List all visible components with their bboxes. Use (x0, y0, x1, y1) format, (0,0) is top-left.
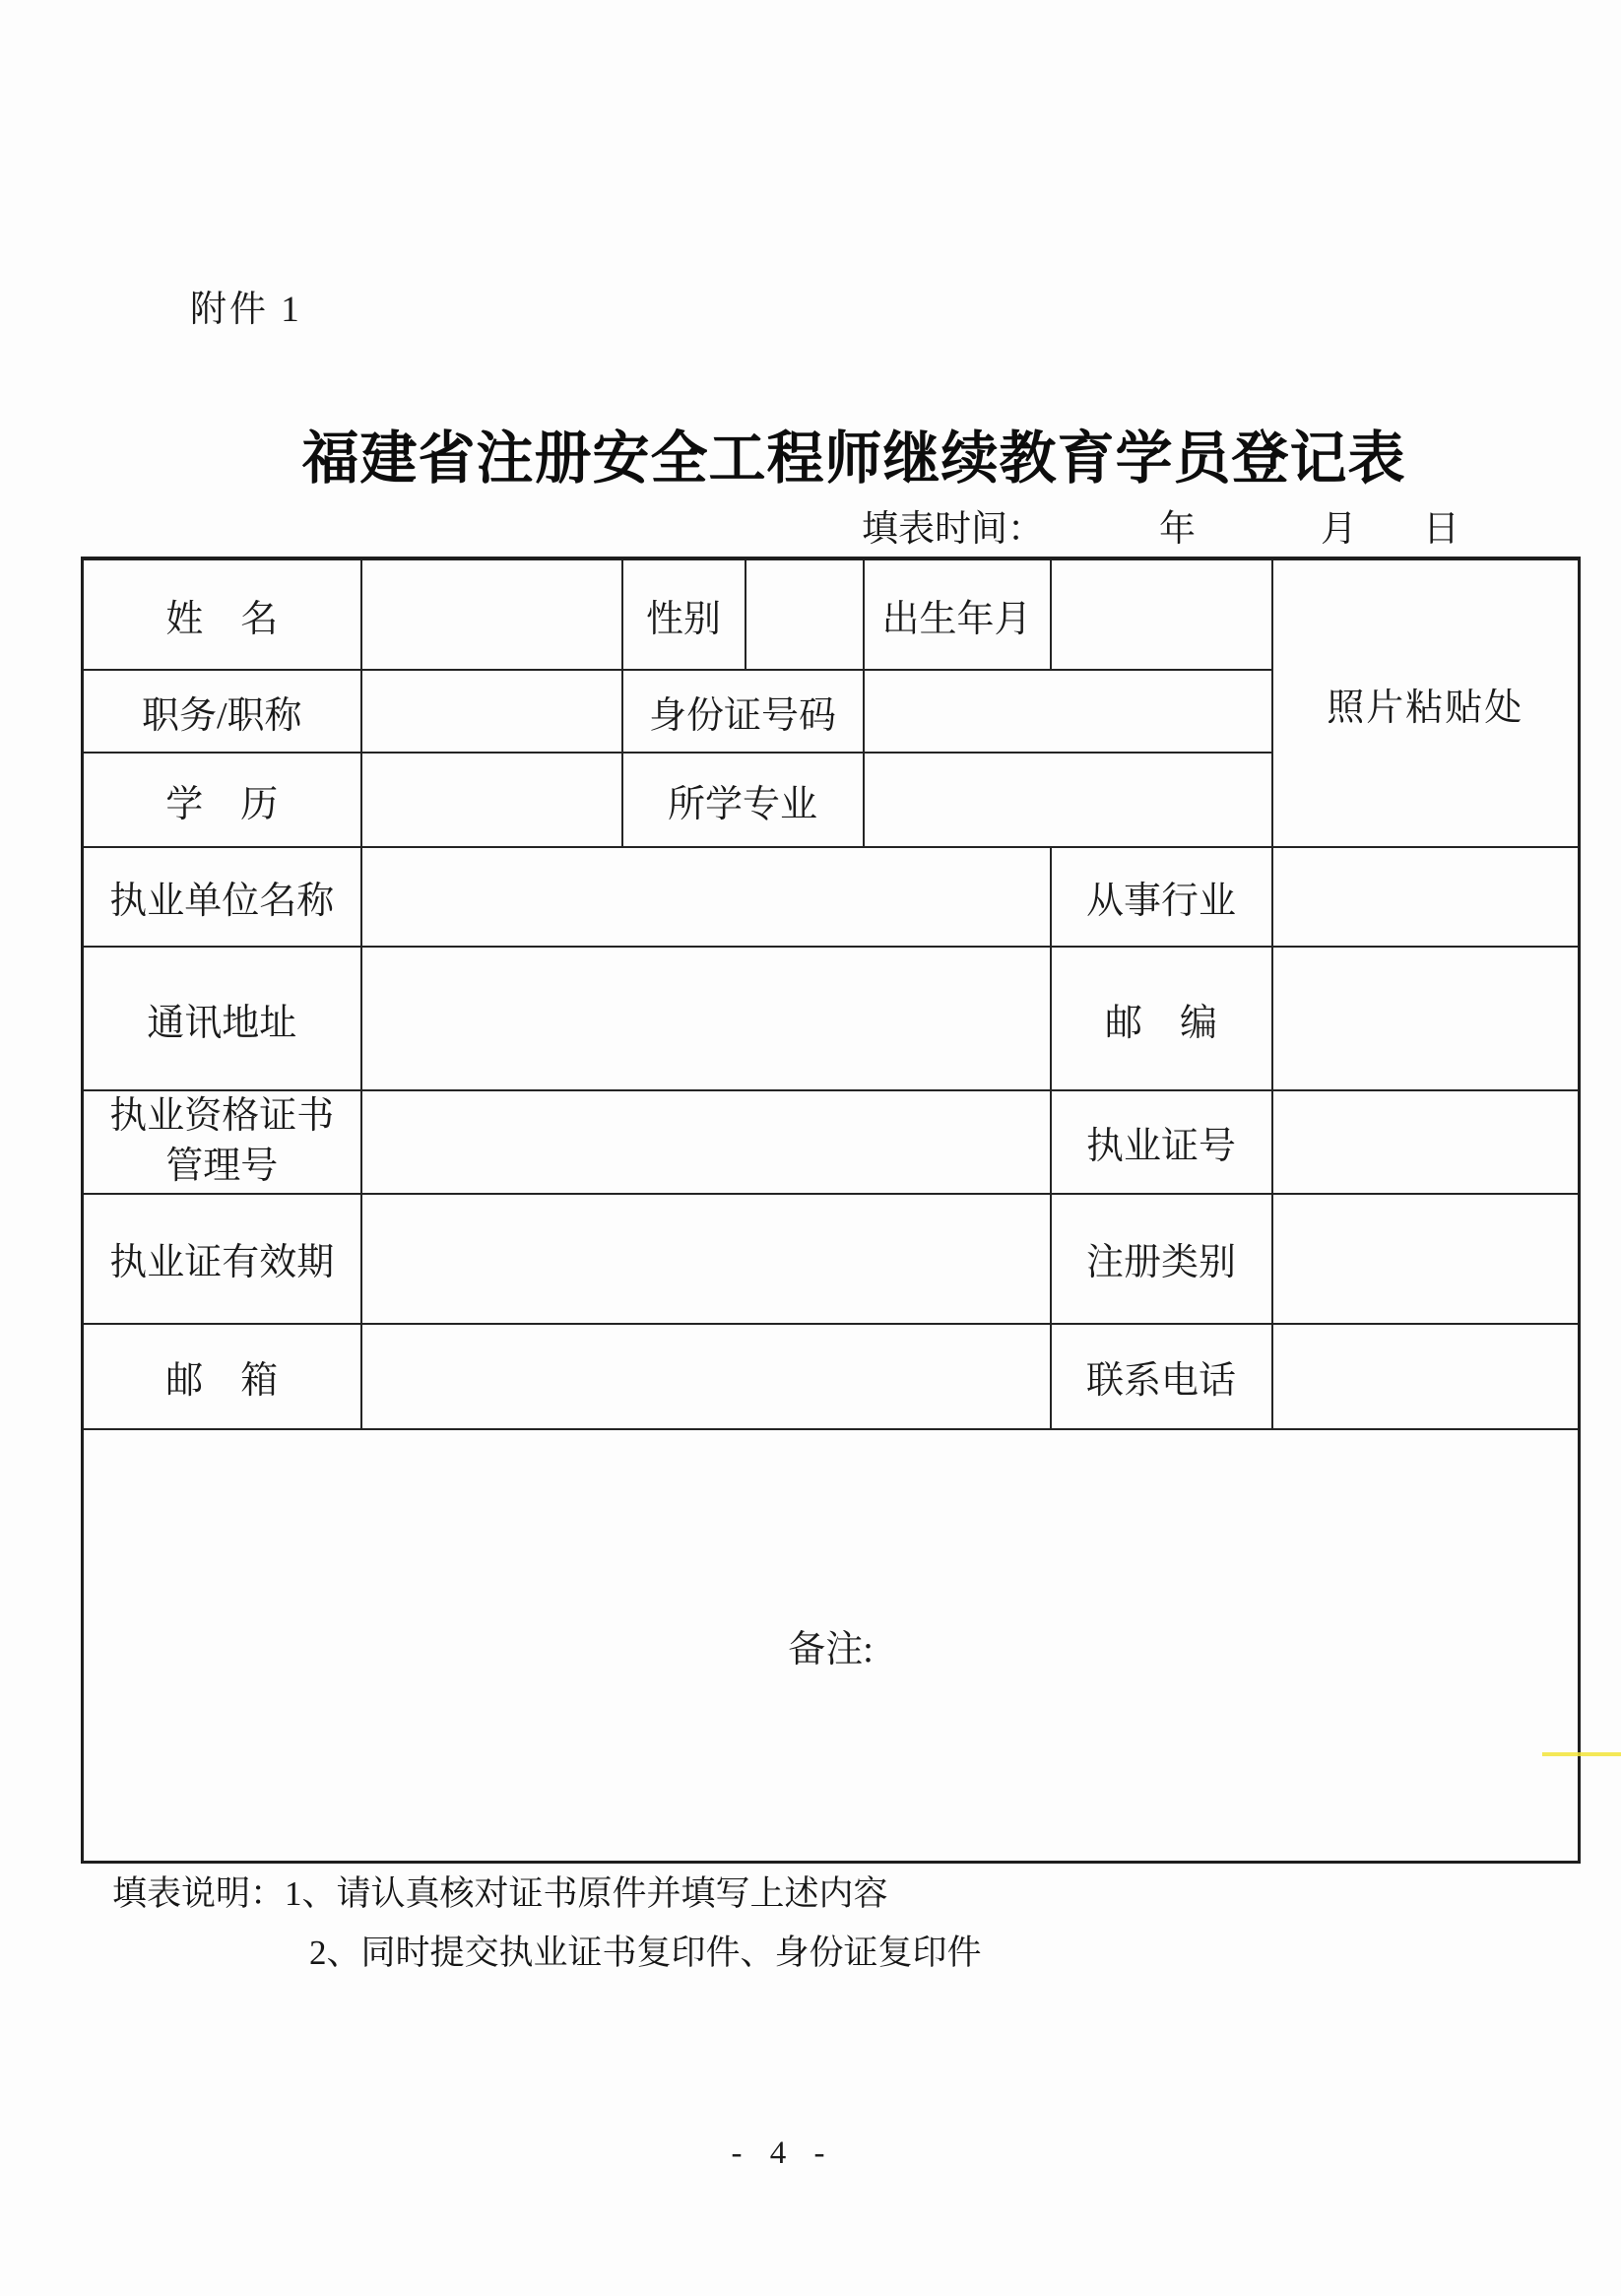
education-input-cell[interactable] (361, 753, 622, 847)
cert-mgmt-input-cell[interactable] (361, 1090, 1051, 1194)
name-input-cell[interactable] (361, 558, 622, 670)
industry-input-cell[interactable] (1272, 847, 1580, 947)
registration-table (81, 557, 1581, 1864)
employer-label-cell: 执业单位名称 (83, 847, 361, 947)
category-input-cell[interactable] (1272, 1194, 1580, 1324)
validity-input-cell[interactable] (361, 1194, 1051, 1324)
industry-label-cell: 从事行业 (1051, 847, 1272, 947)
gender-label-cell: 性别 (622, 558, 746, 670)
cert-mgmt-label-line2: 管理号 (165, 1146, 279, 1188)
address-label-cell: 通讯地址 (83, 947, 361, 1090)
fill-time-month-label: 月 (1321, 509, 1357, 550)
phone-input-cell[interactable] (1272, 1324, 1580, 1429)
cert-mgmt-label-cell (83, 1090, 361, 1194)
instruction-item-1: 1、请认真核对证书原件并填写上述内容 (285, 1874, 888, 1913)
position-label-cell: 职务/职称 (83, 670, 361, 753)
gender-input-cell[interactable] (746, 558, 864, 670)
employer-input-cell[interactable] (361, 847, 1051, 947)
name-label-cell: 姓 名 (83, 558, 361, 670)
remarks-label: 备注: (788, 1628, 874, 1671)
form-title: 福建省注册安全工程师继续教育学员登记表 (301, 426, 1406, 491)
validity-label-cell: 执业证有效期 (83, 1194, 361, 1324)
remarks-area[interactable] (83, 1429, 1580, 1863)
id-number-input-cell[interactable] (864, 670, 1272, 753)
major-label-cell: 所学专业 (622, 753, 864, 847)
fill-time-year-label: 年 (1159, 509, 1196, 550)
email-input-cell[interactable] (361, 1324, 1051, 1429)
attachment-label: 附件 1 (190, 290, 302, 330)
scan-artifact-yellow-mark (1542, 1752, 1621, 1756)
category-label-cell: 注册类别 (1051, 1194, 1272, 1324)
page-number: - 4 - (731, 2135, 835, 2171)
fill-time-label: 填表时间： (862, 509, 1044, 550)
position-input-cell[interactable] (361, 670, 622, 753)
practice-no-input-cell[interactable] (1272, 1090, 1580, 1194)
postcode-input-cell[interactable] (1272, 947, 1580, 1090)
fill-time-day-label: 日 (1423, 509, 1459, 550)
practice-no-label-cell: 执业证号 (1051, 1090, 1272, 1194)
education-label-cell: 学 历 (83, 753, 361, 847)
major-input-cell[interactable] (864, 753, 1272, 847)
phone-label-cell: 联系电话 (1051, 1324, 1272, 1429)
birth-input-cell[interactable] (1051, 558, 1272, 670)
fill-instructions (112, 1865, 982, 1983)
instructions-heading: 填表说明： (112, 1874, 286, 1913)
instruction-line-2 (309, 1924, 982, 1983)
instruction-line-1 (112, 1865, 982, 1924)
cert-mgmt-label-line1: 执业资格证书 (109, 1095, 335, 1137)
instruction-item-2: 2、同时提交执业证书复印件、身份证复印件 (309, 1934, 982, 1973)
id-number-label-cell: 身份证号码 (622, 670, 864, 753)
email-label-cell: 邮 箱 (83, 1324, 361, 1429)
birth-label-cell: 出生年月 (864, 558, 1051, 670)
address-input-cell[interactable] (361, 947, 1051, 1090)
postcode-label-cell: 邮 编 (1051, 947, 1272, 1090)
photo-paste-area[interactable]: 照片粘贴处 (1272, 558, 1580, 847)
